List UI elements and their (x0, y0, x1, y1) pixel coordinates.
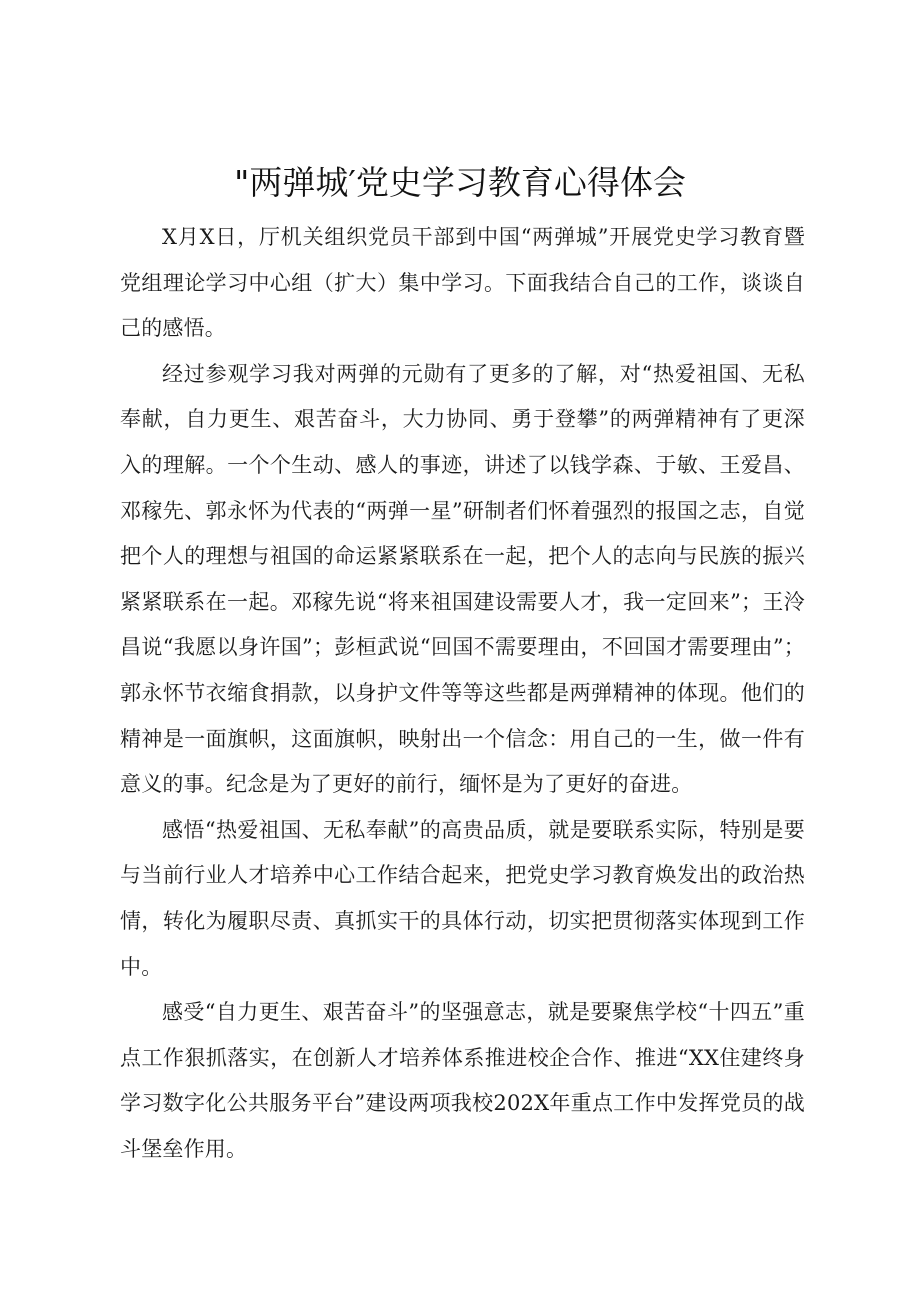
paragraph-self-reliance: 感受“自力更生、艰苦奋斗”的坚强意志，就是要聚焦学校“十四五”重点工作狠抓落实，在创新人才培养体系推进校企合作、推进“XX住建终身学习数字化公共服务平台”建设两项我校202X年重点工作中发挥党员的战斗堡垒作用。 (120, 1000, 805, 1161)
paragraph-intro: X月X日，厅机关组织党员干部到中国“两弹城”开展党史学习教育暨党组理论学习中心组（扩大）集中学习。下面我结合自己的工作，谈谈自己的感悟。 (120, 225, 805, 341)
paragraph-patriotism: 感悟“热爱祖国、无私奉献”的高贵品质，就是要联系实际，特别是要与当前行业人才培养中心工作结合起来，把党史学习教育焕发出的政治热情，转化为履职尽责、真抓实干的具体行动，切实把贯彻落实体现到工作中。 (120, 817, 805, 979)
document-body (120, 215, 805, 1172)
document-title: "两弹城′党史学习教育心得体会 (234, 163, 686, 202)
paragraph-two-bombs-spirit: 经过参观学习我对两弹的元勋有了更多的了解，对“热爱祖国、无私奉献，自力更生、艰苦奋斗，大力协同、勇于登攀”的两弹精神有了更深入的理解。一个个生动、感人的事迹，讲述了以钱学森、于敏、王爱昌、邓稼先、郭永怀为代表的“两弹一星”研制者们怀着强烈的报国之志，自觉把个人的理想与祖国的命运紧紧联系在一起，把个人的志向与民族的振兴紧紧联系在一起。邓稼先说“将来祖国建设需要人才，我一定回来”；王泠昌说“我愿以身许国”；彭桓武说“回国不需要理由，不回国才需要理由”；郭永怀节衣缩食捐款，以身护文件等等这些都是两弹精神的体现。他们的精神是一面旗帜，这面旗帜，映射出一个信念：用自己的一生，做一件有意义的事。纪念是为了更好的前行，缅怀是为了更好的奋进。 (120, 361, 805, 797)
